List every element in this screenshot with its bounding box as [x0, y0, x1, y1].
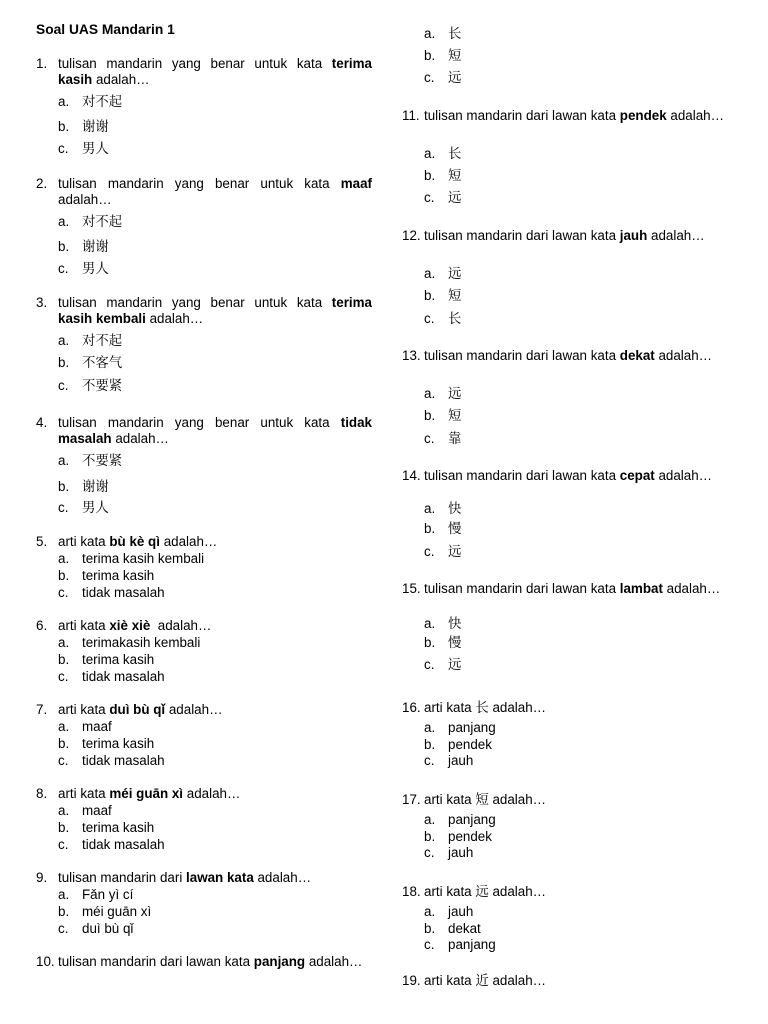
question-number: 11. — [402, 108, 420, 123]
question-prompt — [402, 700, 738, 716]
option-a: a. Fǎn yì cí — [58, 887, 134, 902]
option-b: b. dekat — [424, 921, 481, 936]
question-text: tulisan mandarin yang benar untuk kata tidak masalah adalah… — [58, 415, 372, 446]
question-18 — [402, 884, 738, 952]
question-text: tulisan mandarin dari lawan kata lambat adalah… — [424, 581, 721, 596]
question-number: 10. — [36, 954, 55, 969]
option-c: c. 长 — [424, 311, 462, 326]
option-b: b. 短 — [424, 288, 462, 303]
question-number: 7. — [36, 702, 48, 717]
option-b: b. méi guān xì — [58, 904, 152, 919]
question-number: 18. — [402, 884, 421, 899]
question-12 — [402, 228, 738, 326]
option-b: b. 短 — [424, 408, 462, 423]
option-c: c. 远 — [424, 544, 462, 559]
question-2 — [36, 176, 372, 276]
option-b: b. pendek — [424, 829, 492, 844]
question-prompt — [36, 415, 372, 447]
question-number: 6. — [36, 618, 48, 633]
option-a: a. panjang — [424, 720, 496, 735]
option-b: b. pendek — [424, 737, 492, 752]
question-number: 15. — [402, 581, 421, 596]
question-6 — [36, 618, 372, 684]
question-text: arti kata méi guān xì adalah… — [58, 786, 241, 801]
question-number: 19. — [402, 973, 421, 988]
option-a: a. maaf — [58, 803, 112, 818]
question-number: 13. — [402, 348, 421, 363]
question-text: tulisan mandarin dari lawan kata adalah… — [58, 870, 312, 885]
option-a: a. maaf — [58, 719, 112, 734]
question-prompt — [36, 618, 372, 634]
question-13 — [402, 348, 738, 446]
option-c: c. tidak masalah — [58, 585, 165, 600]
question-prompt — [36, 534, 372, 550]
option-a: a. 对不起 — [58, 333, 123, 348]
question-prompt — [402, 792, 738, 808]
option-b: b. 短 — [424, 48, 462, 63]
question-text: tulisan mandarin yang benar untuk kata terima kasih kembali adalah… — [58, 295, 372, 326]
question-prompt — [36, 954, 372, 970]
option-a: a. terima kasih kembali — [58, 551, 205, 566]
question-prompt — [402, 581, 738, 597]
question-prompt — [402, 228, 738, 244]
option-b: b. 短 — [424, 168, 462, 183]
question-text: arti kata 远 adalah… — [424, 884, 547, 899]
option-a: a. jauh — [424, 904, 474, 919]
question-14 — [402, 468, 738, 559]
question-prompt — [36, 56, 372, 88]
question-number: 14. — [402, 468, 421, 483]
question-text: arti kata 近 adalah… — [424, 973, 547, 988]
question-text: tulisan mandarin dari lawan kata pendek adalah… — [424, 108, 724, 123]
question-text: tulisan mandarin dari lawan kata jauh adalah… — [424, 228, 705, 243]
question-prompt — [402, 348, 738, 364]
option-c: c. duì bù qǐ — [58, 921, 134, 936]
question-number: 5. — [36, 534, 48, 549]
option-b: b. 不客气 — [58, 355, 123, 370]
option-a: a. 远 — [424, 266, 462, 281]
question-text: tulisan mandarin yang benar untuk kata maaf adalah… — [58, 176, 372, 207]
page-title: Soal UAS Mandarin 1 — [36, 22, 175, 37]
question-text: tulisan mandarin dari lawan kata cepat adalah… — [424, 468, 713, 483]
question-text: arti kata 长 adalah… — [424, 700, 547, 715]
option-b: b. 慢 — [424, 521, 462, 536]
question-number: 8. — [36, 786, 48, 801]
option-c: c. 靠 — [424, 431, 462, 446]
option-c: c. 男人 — [58, 261, 109, 276]
question-prompt — [402, 973, 738, 989]
option-a: a. 长 — [424, 146, 462, 161]
question-4 — [36, 415, 372, 515]
option-a: a. 远 — [424, 386, 462, 401]
question-16 — [402, 700, 738, 768]
option-c: c. tidak masalah — [58, 669, 165, 684]
option-c: c. 远 — [424, 657, 462, 672]
question-text: tulisan mandarin yang benar untuk kata terima kasih adalah… — [58, 56, 372, 87]
question-1 — [36, 56, 372, 156]
option-c: c. 远 — [424, 190, 462, 205]
option-b: b. terima kasih — [58, 652, 155, 667]
option-a: a. 对不起 — [58, 94, 123, 109]
question-prompt — [402, 884, 738, 900]
option-b: b. 慢 — [424, 635, 462, 650]
question-prompt — [36, 295, 372, 327]
question-number: 1. — [36, 56, 48, 71]
question-text: tulisan mandarin dari lawan kata panjang adalah… — [58, 954, 363, 969]
option-c: c. panjang — [424, 937, 496, 952]
question-15 — [402, 581, 738, 672]
option-c: c. tidak masalah — [58, 837, 165, 852]
option-c: c. 不要紧 — [58, 378, 123, 393]
question-number: 12. — [402, 228, 421, 243]
option-a: a. 不要紧 — [58, 453, 123, 468]
question-11 — [402, 108, 738, 205]
question-19 — [402, 973, 738, 989]
option-c: c. 远 — [424, 70, 462, 85]
question-text: tulisan mandarin dari lawan kata dekat adalah… — [424, 348, 713, 363]
option-a: a. 长 — [424, 26, 462, 41]
option-c: c. 男人 — [58, 500, 109, 515]
question-text: arti kata 短 adalah… — [424, 792, 547, 807]
option-b: b. 谢谢 — [58, 479, 109, 494]
option-c: c. jauh — [424, 753, 474, 768]
question-3 — [36, 295, 372, 393]
question-17 — [402, 792, 738, 860]
option-b: b. terima kasih — [58, 568, 155, 583]
question-prompt — [36, 870, 372, 886]
question-text: arti kata duì bù qǐ adalah… — [58, 702, 223, 717]
option-c: c. 男人 — [58, 141, 109, 156]
option-a: a. terimakasih kembali — [58, 635, 201, 650]
question-text: arti kata xiè xiè adalah… — [58, 618, 212, 633]
question-text: arti kata bù kè qì adalah… — [58, 534, 218, 549]
question-prompt — [402, 468, 738, 484]
option-a: a. 对不起 — [58, 214, 123, 229]
question-5 — [36, 534, 372, 600]
question-number: 4. — [36, 415, 48, 430]
question-number: 16. — [402, 700, 421, 715]
question-number: 2. — [36, 176, 48, 191]
question-number: 17. — [402, 792, 421, 807]
question-9 — [36, 870, 372, 936]
question-prompt — [36, 786, 372, 802]
option-c: c. tidak masalah — [58, 753, 165, 768]
option-b: b. terima kasih — [58, 820, 155, 835]
option-b: b. 谢谢 — [58, 119, 109, 134]
question-prompt — [36, 176, 372, 208]
question-7 — [36, 702, 372, 768]
question-8 — [36, 786, 372, 852]
question-prompt — [36, 702, 372, 718]
question-number: 9. — [36, 870, 48, 885]
question-prompt — [402, 108, 738, 124]
option-b: b. 谢谢 — [58, 239, 109, 254]
option-c: c. jauh — [424, 845, 474, 860]
option-a: a. 快 — [424, 501, 462, 516]
question-10 — [36, 954, 372, 970]
option-a: a. 快 — [424, 616, 462, 631]
question-number: 3. — [36, 295, 48, 310]
option-a: a. panjang — [424, 812, 496, 827]
option-b: b. terima kasih — [58, 736, 155, 751]
